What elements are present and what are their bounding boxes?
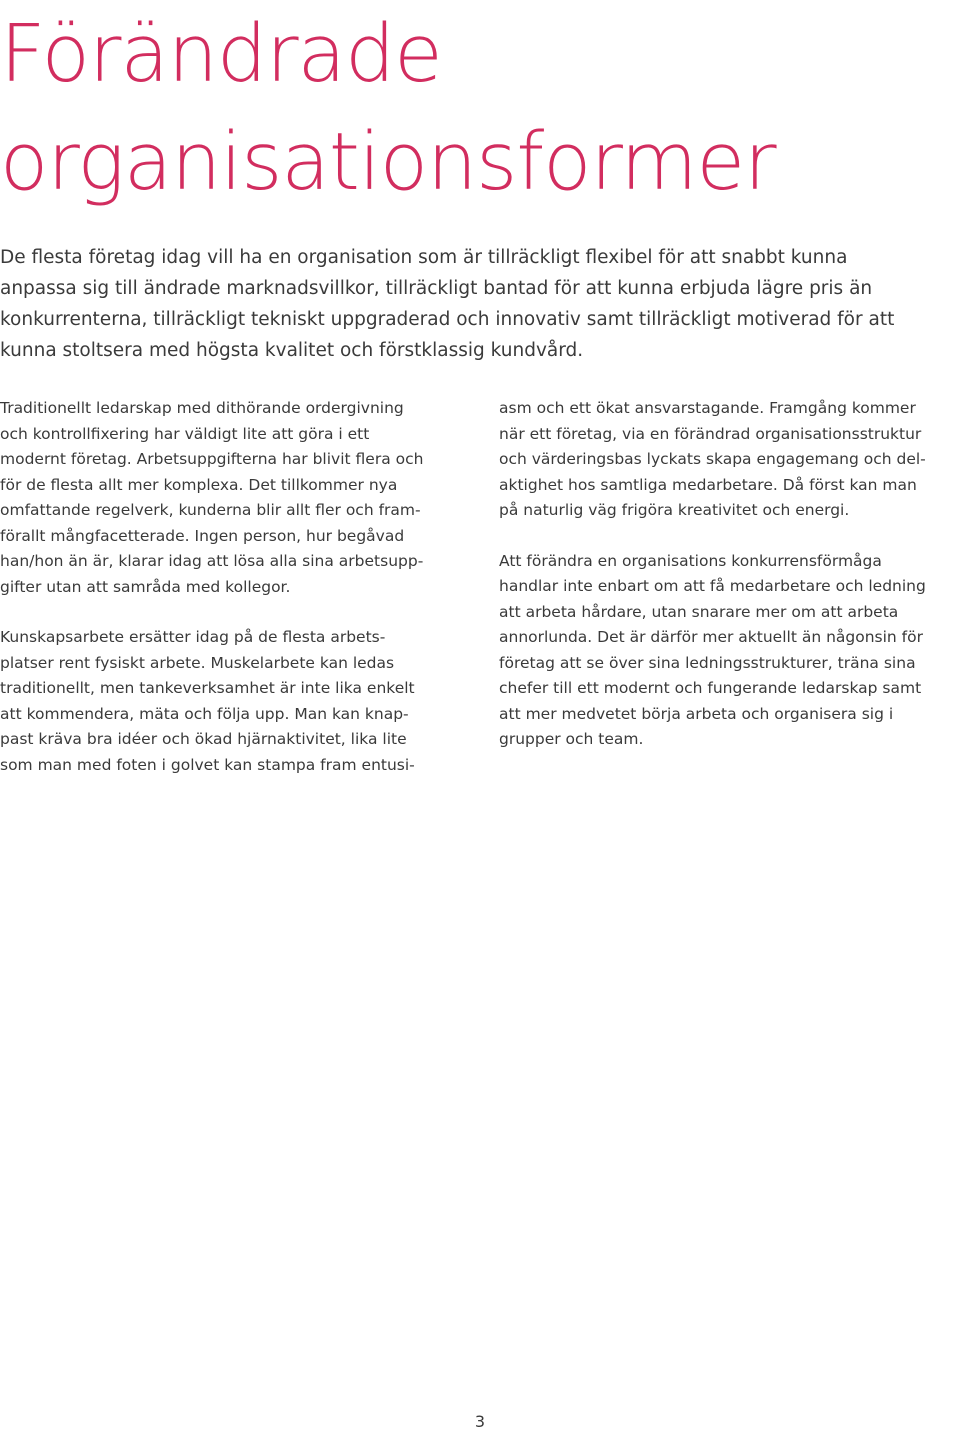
body-line: omfattande regelverk, kunderna blir allt fler och fram-: [0, 501, 421, 519]
body-line: Kunskapsarbete ersätter idag på de flesta arbets-: [0, 628, 386, 646]
body-line: företag att se över sina ledningsstrukturer, träna sina: [499, 653, 916, 672]
body-line: chefer till ett modernt och fungerande ledarskap samt: [499, 679, 922, 697]
body-line: för de flesta allt mer komplexa. Det tillkommer nya: [0, 475, 398, 494]
left-column: [0, 396, 465, 803]
page-number: 3: [474, 1412, 486, 1431]
body-line: och värderingsbas lyckats skapa engagemang och del-: [499, 450, 926, 468]
body-line: på naturlig väg frigöra kreativitet och energi.: [499, 501, 850, 519]
intro-line: kunna stoltsera med högsta kvalitet och förstklassig kundvård.: [0, 340, 584, 361]
body-line: asm och ett ökat ansvarstagande. Framgång kommer: [499, 399, 916, 417]
body-line: modernt företag. Arbetsuppgifterna har blivit flera och: [0, 450, 424, 468]
body-line: förallt mångfacetterade. Ingen person, hur begåvad: [0, 526, 405, 545]
body-line: och kontrollfixering har väldigt lite att göra i ett: [0, 424, 370, 443]
body-paragraph-knowledge-work: [0, 625, 465, 778]
body-line: Traditionellt ledarskap med dithörande ordergivning: [0, 399, 404, 417]
body-line: Att förändra en organisations konkurrensförmåga: [499, 551, 882, 570]
intro-line: anpassa sig till ändrade marknadsvillkor, tillräckligt bantad för att kunna erbjuda lägre pris än: [0, 278, 873, 299]
body-line: platser rent fysiskt arbete. Muskelarbete kan ledas: [0, 653, 395, 672]
body-line: gifter utan att samråda med kollegor.: [0, 577, 291, 596]
body-line: handlar inte enbart om att få medarbetare och ledning: [499, 577, 926, 595]
body-line: grupper och team.: [499, 730, 644, 748]
intro-paragraph: [0, 242, 958, 366]
page-title-line-2: organisationsformer: [0, 116, 776, 208]
body-line: traditionellt, men tankeverksamhet är inte lika enkelt: [0, 679, 415, 697]
body-line: när ett företag, via en förändrad organisationsstruktur: [499, 424, 922, 443]
body-line: past kräva bra idéer och ökad hjärnaktivitet, lika lite: [0, 730, 407, 748]
body-paragraph-competitiveness: [499, 549, 957, 753]
body-line: han/hon än är, klarar idag att lösa alla sina arbetsupp-: [0, 552, 424, 570]
intro-line: konkurrenterna, tillräckligt tekniskt uppgraderad och innovativ samt tillräckligt motiverad för att: [0, 309, 895, 330]
body-line: annorlunda. Det är därför mer aktuellt än någonsin för: [499, 628, 923, 646]
page-title-line-1: Förändrade: [0, 8, 442, 100]
body-line: som man med foten i golvet kan stampa fram entusi-: [0, 755, 415, 774]
page-title: [0, 0, 940, 216]
body-line: aktighet hos samtliga medarbetare. Då först kan man: [499, 475, 917, 494]
body-paragraph-engagement: [499, 396, 957, 524]
body-line: att kommendera, mäta och följa upp. Man kan knap-: [0, 704, 409, 723]
body-line: att arbeta hårdare, utan snarare mer om att arbeta: [499, 602, 899, 621]
body-line: att mer medvetet börja arbeta och organisera sig i: [499, 704, 894, 723]
body-paragraph-traditional-leadership: [0, 396, 465, 600]
intro-line: De flesta företag idag vill ha en organisation som är tillräckligt flexibel för att snabbt kunna: [0, 247, 848, 268]
right-column: [499, 396, 957, 778]
